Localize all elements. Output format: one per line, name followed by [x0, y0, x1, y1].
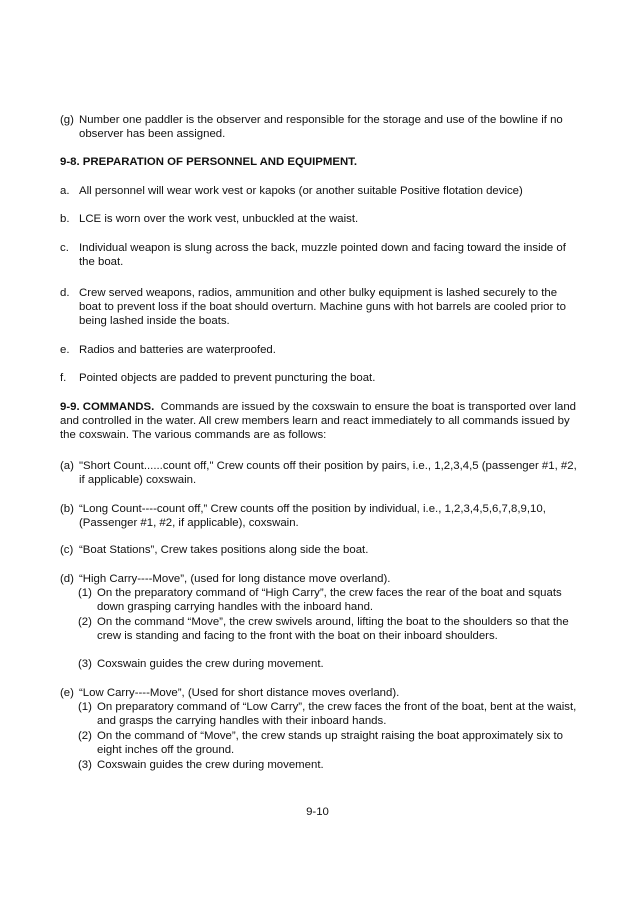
item-label: c.: [60, 242, 69, 254]
item-text: Radios and batteries are waterproofed.: [79, 344, 276, 356]
item-label: d.: [60, 287, 70, 299]
item-text: “Boat Stations”, Crew takes positions along side the boat.: [79, 544, 369, 556]
list-item-a: [60, 184, 580, 198]
subitem-label: (1): [78, 587, 92, 599]
item-label: b.: [60, 213, 70, 225]
item-label: (g): [60, 114, 74, 126]
item-label: a.: [60, 185, 70, 197]
command-e: [60, 686, 580, 700]
command-a: [60, 459, 580, 487]
list-item-f: [60, 371, 580, 385]
list-item-c: [60, 241, 580, 269]
item-text: Pointed objects are padded to prevent puncturing the boat.: [79, 372, 376, 384]
item-text: Number one paddler is the observer and responsible for the storage and use of the bowline if no observer has been assigned.: [79, 114, 563, 140]
subitem-text: On the command “Move”, the crew swivels around, lifting the boat to the shoulders so that the crew is standing and facing to the front with the boat on their inboard shoulders.: [97, 616, 569, 642]
item-label: f.: [60, 372, 67, 384]
command-e-sub-3: [78, 758, 578, 772]
list-item-d: [60, 286, 580, 328]
item-text: Crew served weapons, radios, ammunition and other bulky equipment is lashed securely to the boat to prevent loss if the boat should overturn. Machine guns with hot barrels are cooled prior to being lashed inside the boats.: [79, 287, 566, 327]
subitem-label: (2): [78, 616, 92, 628]
item-label: (c): [60, 544, 74, 556]
item-text: “High Carry----Move”, (used for long distance move overland).: [79, 573, 391, 585]
item-text: Individual weapon is slung across the back, muzzle pointed down and facing toward the inside of the boat.: [79, 242, 566, 268]
section-9-9-intro: [60, 400, 580, 442]
command-c: [60, 543, 580, 557]
item-text: LCE is worn over the work vest, unbuckled at the waist.: [79, 213, 359, 225]
item-label: (a): [60, 460, 74, 472]
subitem-text: On the preparatory command of “High Carry”, the crew faces the rear of the boat and squats down grasping carrying handles with the inboard hand.: [97, 587, 562, 613]
page-number: 9-10: [306, 806, 329, 818]
subitem-label: (1): [78, 701, 92, 713]
section-intro-text: Commands are issued by the coxswain to ensure the boat is transported over land and controlled in the water. All crew members learn and react immediately to all commands issued by the coxswain. The various commands are as follows:: [60, 401, 576, 441]
item-text: All personnel will wear work vest or kapoks (or another suitable Positive flotation device): [79, 185, 523, 197]
item-text: "Short Count......count off," Crew counts off their position by pairs, i.e., 1,2,3,4,5 (passenger #1, #2, if applicable) coxswain.: [79, 460, 577, 486]
command-b: [60, 502, 580, 530]
section-heading-9-8: 9-8. PREPARATION OF PERSONNEL AND EQUIPMENT.: [60, 156, 358, 168]
command-e-sub-1: [78, 700, 578, 728]
subitem-label: (3): [78, 658, 92, 670]
subitem-text: Coxswain guides the crew during movement.: [97, 759, 324, 771]
command-d-sub-1: [78, 586, 578, 614]
subitem-label: (2): [78, 730, 92, 742]
subitem-label: (3): [78, 759, 92, 771]
section-heading-9-9: 9-9. COMMANDS.: [60, 401, 155, 413]
command-d: [60, 572, 580, 586]
subitem-text: On the command of “Move”, the crew stands up straight raising the boat approximately six to eight inches off the ground.: [97, 730, 563, 756]
item-label: (e): [60, 687, 74, 699]
item-label: e.: [60, 344, 70, 356]
subitem-text: Coxswain guides the crew during movement.: [97, 658, 324, 670]
item-label: (b): [60, 503, 74, 515]
item-text: “Low Carry----Move”, (Used for short distance moves overland).: [79, 687, 400, 699]
list-item-b: [60, 212, 580, 226]
command-d-sub-2: [78, 615, 578, 643]
command-d-sub-3: [78, 657, 578, 671]
item-text: “Long Count----count off,” Crew counts off the position by individual, i.e., 1,2,3,4,5,6,7,8,9,10, (Passenger #1, #2, if applicable), coxswain.: [79, 503, 546, 529]
paragraph-g: [60, 113, 580, 141]
item-label: (d): [60, 573, 74, 585]
command-e-sub-2: [78, 729, 578, 757]
subitem-text: On preparatory command of “Low Carry”, the crew faces the front of the boat, bent at the waist, and grasps the carrying handles with their inboard hands.: [97, 701, 577, 727]
list-item-e: [60, 343, 580, 357]
